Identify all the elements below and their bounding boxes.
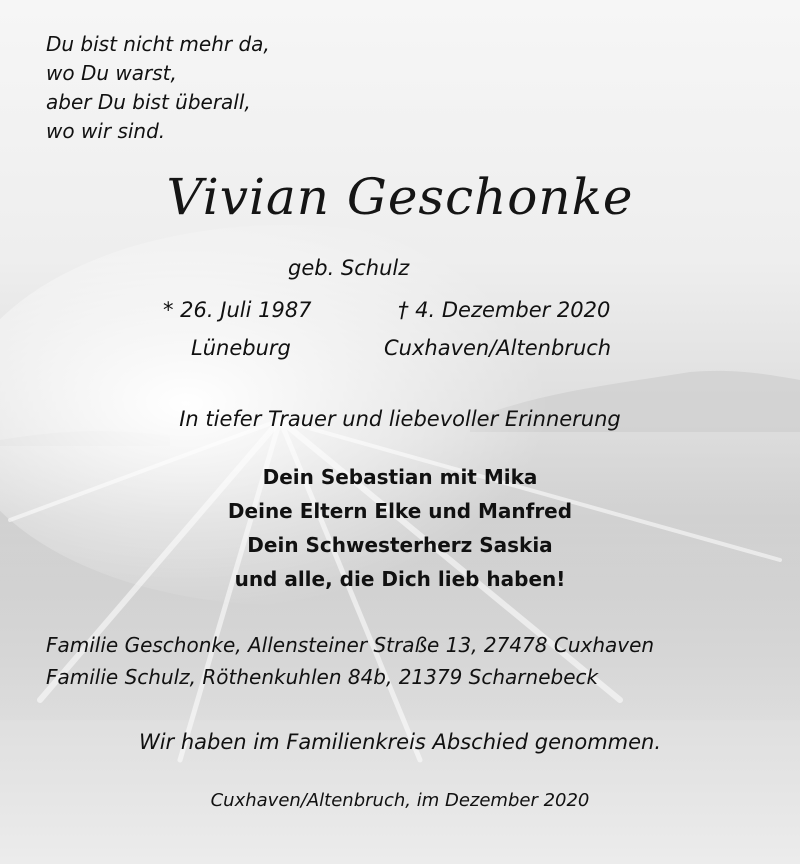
poem-line: aber Du bist überall, [46,90,251,114]
mourner-line: Dein Schwesterherz Saskia [247,533,553,557]
mourner-line: und alle, die Dich lieb haben! [234,567,566,591]
farewell-note: Wir haben im Familienkreis Abschied genommen. [138,730,662,754]
poem [46,30,270,146]
mourner-line: Dein Sebastian mit Mika [262,465,538,489]
birth-name: geb. Schulz [288,256,410,280]
address-line: Familie Schulz, Röthenkuhlen 84b, 21379 Scharnebeck [46,665,599,689]
poem-line: wo Du warst, [46,61,177,85]
deceased-name: Vivian Geschonke [166,168,634,226]
birth-date: * 26. Juli 1987 [163,298,312,322]
death-place: Cuxhaven/Altenbruch [384,336,612,360]
poem-line: Du bist nicht mehr da, [46,32,270,56]
address-line: Familie Geschonke, Allensteiner Straße 13, 27478 Cuxhaven [46,633,655,657]
mourner-line: Deine Eltern Elke und Manfred [227,499,573,523]
birth-place: Lüneburg [191,336,291,360]
poem-line: wo wir sind. [46,119,166,143]
death-date: † 4. Dezember 2020 [398,298,611,322]
mourning-line: In tiefer Trauer und liebevoller Erinnerung [179,407,621,431]
place-and-date: Cuxhaven/Altenbruch, im Dezember 2020 [210,790,590,811]
